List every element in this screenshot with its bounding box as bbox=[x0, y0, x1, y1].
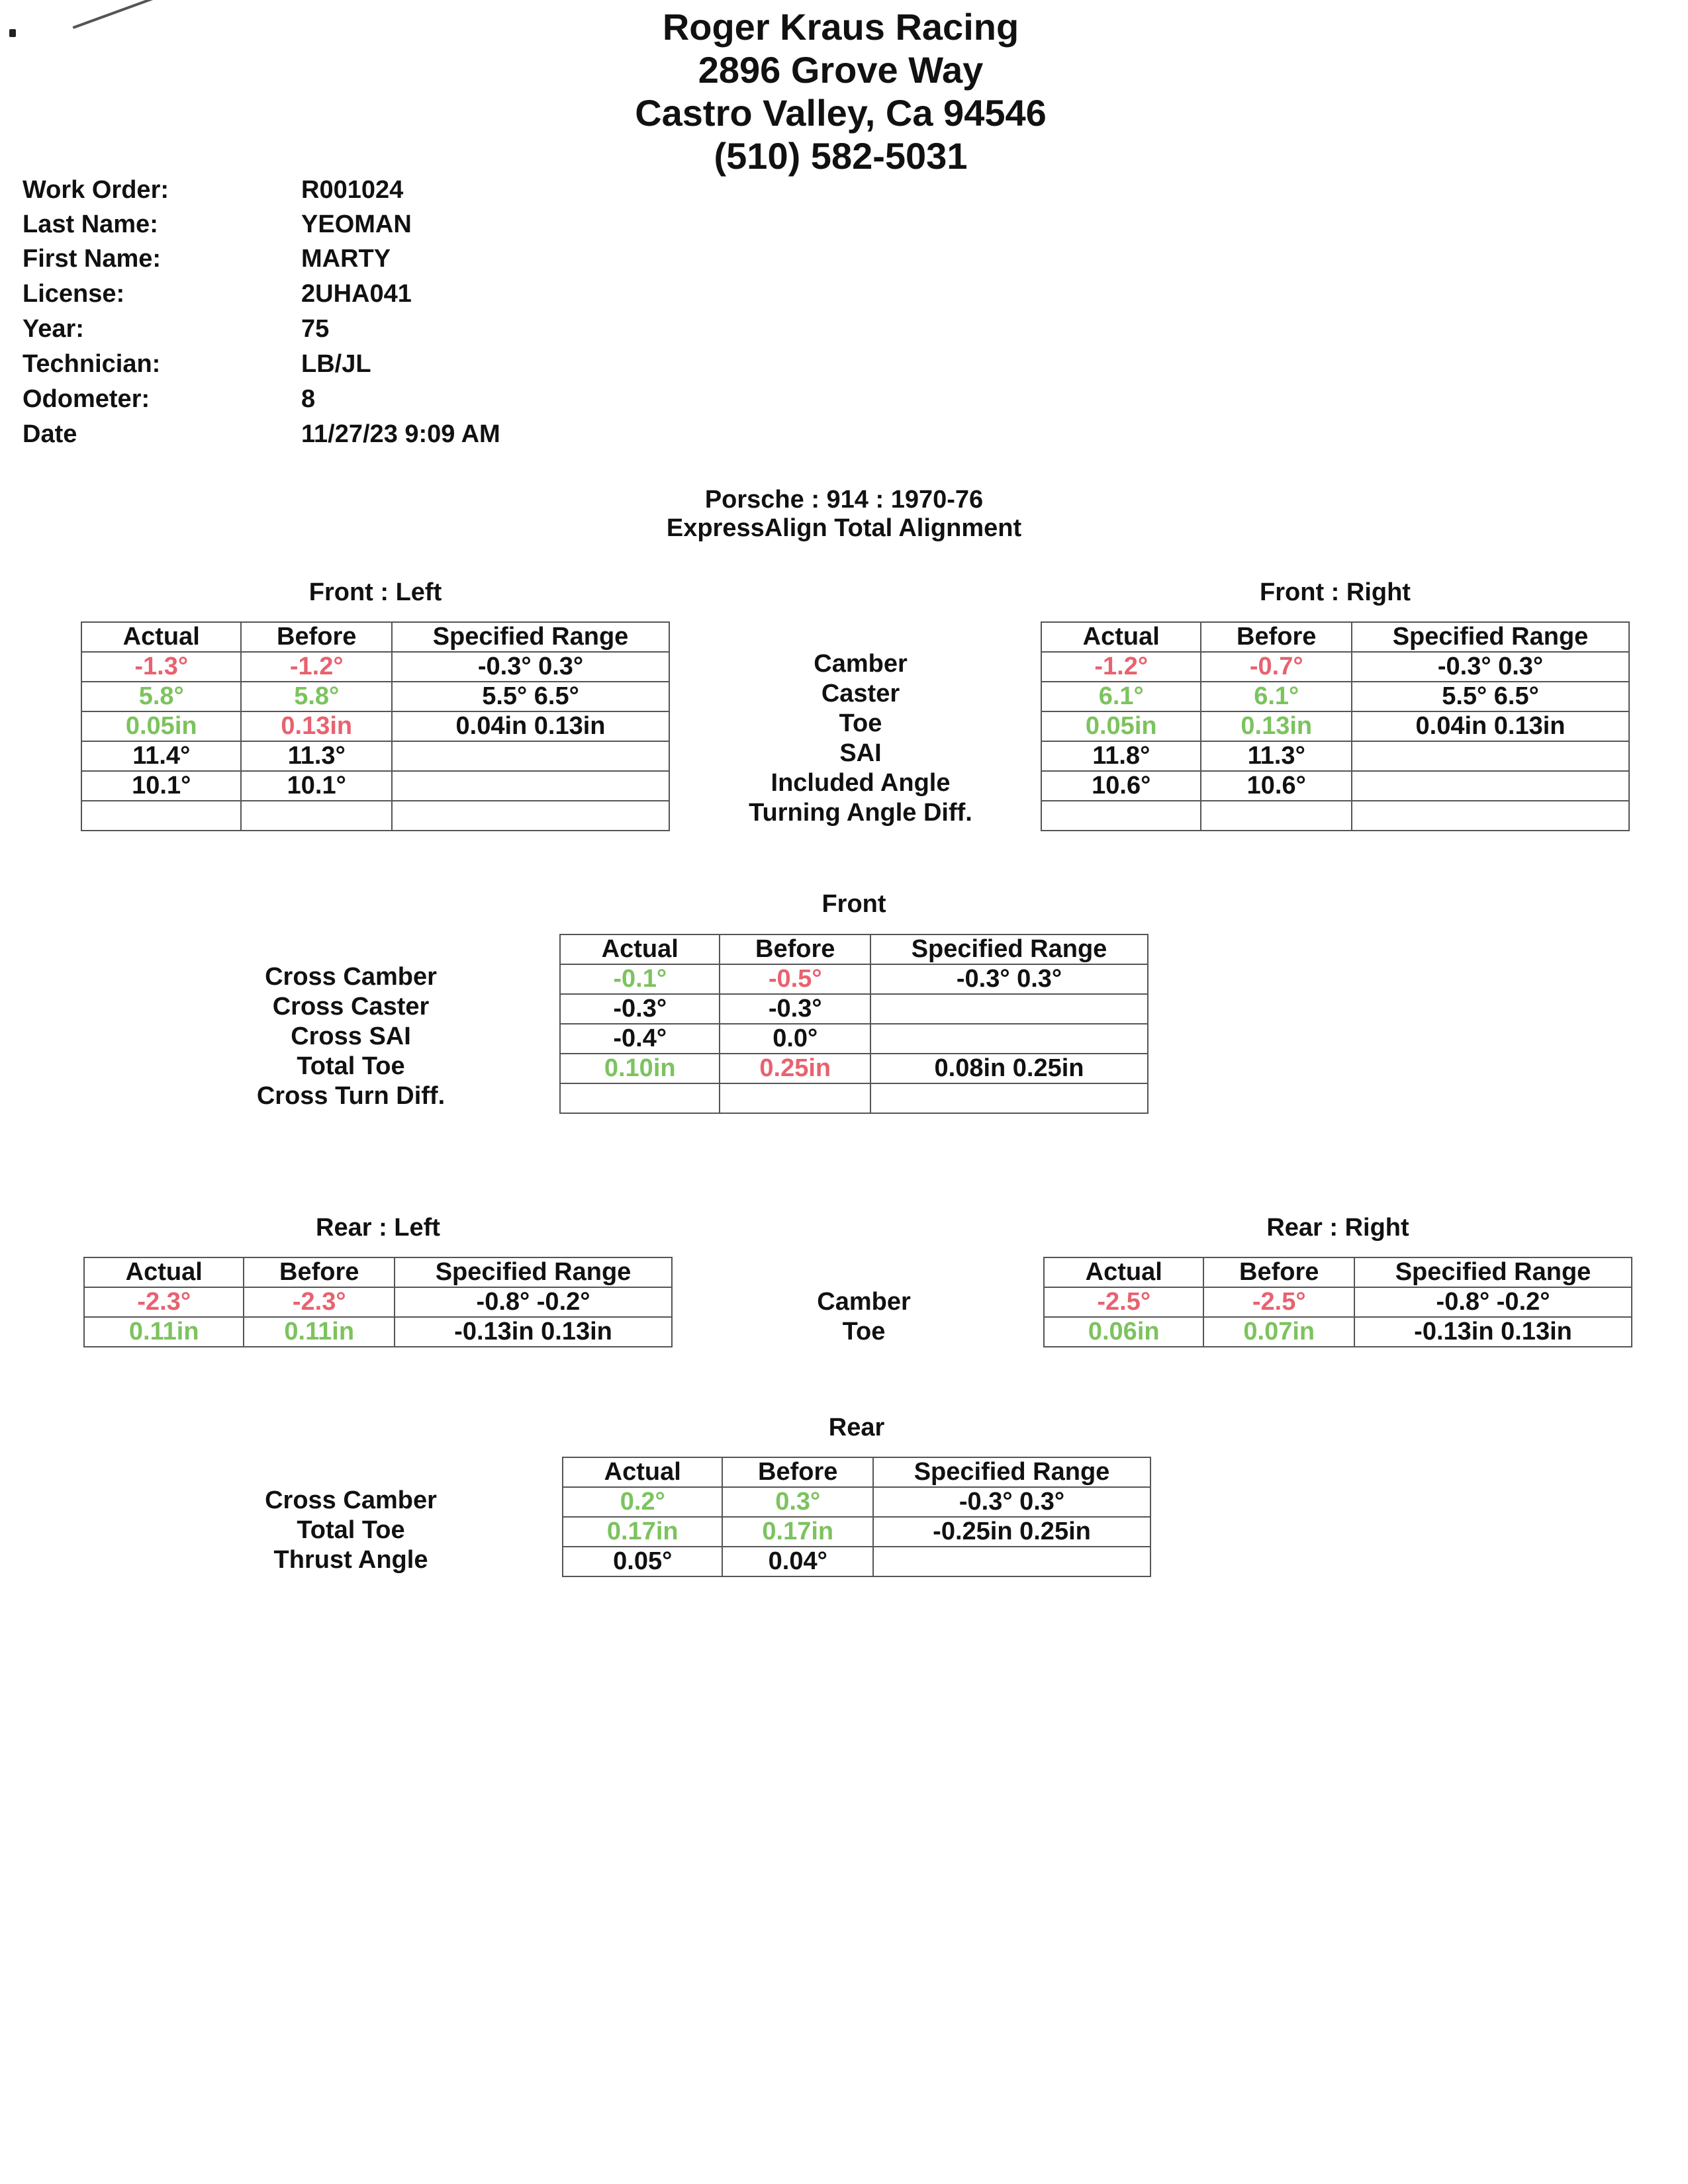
info-value: 2UHA041 bbox=[301, 280, 412, 308]
info-value: 75 bbox=[301, 315, 330, 343]
spec-cell bbox=[870, 1083, 1148, 1113]
front-left-table bbox=[81, 621, 670, 831]
spec-cell: -0.3° 0.3° bbox=[873, 1487, 1150, 1517]
table-row bbox=[81, 682, 669, 711]
vehicle-model: Porsche : 914 : 1970-76 bbox=[704, 486, 984, 514]
table-row bbox=[563, 1517, 1150, 1547]
shop-street: 2896 Grove Way bbox=[698, 49, 984, 91]
rear-wheel-labels bbox=[695, 1287, 1033, 1347]
before-cell: -0.5° bbox=[720, 964, 870, 994]
info-row-date bbox=[23, 420, 618, 455]
actual-cell: -0.4° bbox=[560, 1024, 720, 1054]
info-row-first-name bbox=[23, 245, 618, 279]
rear-right-table bbox=[1043, 1257, 1632, 1347]
actual-cell: 0.05° bbox=[563, 1547, 722, 1576]
spec-cell bbox=[392, 771, 669, 801]
before-cell: 0.25in bbox=[720, 1054, 870, 1083]
row-label-cross-camber: Cross Camber bbox=[265, 1486, 437, 1514]
actual-cell: -0.3° bbox=[560, 994, 720, 1024]
rear-left-title: Rear : Left bbox=[316, 1214, 440, 1242]
info-row-odometer bbox=[23, 385, 618, 420]
row-label-total-toe: Total Toe bbox=[297, 1052, 405, 1080]
front-axle-table bbox=[559, 934, 1149, 1114]
column-header-before: Before bbox=[244, 1257, 395, 1287]
before-cell: 6.1° bbox=[1201, 682, 1352, 711]
actual-cell: 10.1° bbox=[81, 771, 241, 801]
info-row-technician bbox=[23, 350, 618, 385]
spec-cell: -0.13in 0.13in bbox=[1354, 1317, 1632, 1347]
row-label-sai: SAI bbox=[839, 739, 882, 767]
info-value: 11/27/23 9:09 AM bbox=[301, 420, 500, 448]
info-row-license bbox=[23, 280, 618, 314]
rear-left-table bbox=[83, 1257, 673, 1347]
table-header-row bbox=[81, 622, 669, 652]
actual-cell: -2.3° bbox=[84, 1287, 244, 1317]
spec-cell bbox=[1352, 771, 1629, 801]
info-row-last-name bbox=[23, 210, 618, 245]
info-value: 8 bbox=[301, 385, 316, 413]
table-row bbox=[81, 711, 669, 741]
column-header-spec: Specified Range bbox=[870, 934, 1148, 964]
before-cell bbox=[720, 1083, 870, 1113]
column-header-actual: Actual bbox=[84, 1257, 244, 1287]
spec-cell bbox=[1352, 741, 1629, 771]
spec-cell: -0.3° 0.3° bbox=[870, 964, 1148, 994]
before-cell: 0.17in bbox=[722, 1517, 873, 1547]
row-label-cross-camber: Cross Camber bbox=[265, 963, 437, 991]
before-cell: -0.7° bbox=[1201, 652, 1352, 682]
column-header-spec: Specified Range bbox=[1352, 622, 1629, 652]
spec-cell: -0.25in 0.25in bbox=[873, 1517, 1150, 1547]
front-left-title: Front : Left bbox=[308, 578, 442, 606]
row-label-toe: Toe bbox=[839, 709, 882, 737]
actual-cell: 0.06in bbox=[1044, 1317, 1203, 1347]
rear-axle-table bbox=[562, 1457, 1151, 1577]
before-cell: -2.5° bbox=[1203, 1287, 1354, 1317]
row-label-camber: Camber bbox=[817, 1288, 911, 1316]
procedure-name: ExpressAlign Total Alignment bbox=[666, 514, 1022, 542]
actual-cell: -2.5° bbox=[1044, 1287, 1203, 1317]
spec-cell: 5.5° 6.5° bbox=[1352, 682, 1629, 711]
table-row bbox=[1041, 771, 1629, 801]
front-axle-labels bbox=[212, 962, 490, 1111]
info-value: LB/JL bbox=[301, 350, 371, 378]
spec-cell bbox=[392, 741, 669, 771]
row-label-included-angle: Included Angle bbox=[771, 769, 951, 797]
front-right-table bbox=[1041, 621, 1630, 831]
shop-header bbox=[0, 5, 1688, 177]
before-cell: 10.1° bbox=[241, 771, 392, 801]
before-cell bbox=[1201, 801, 1352, 831]
shop-phone: (510) 582-5031 bbox=[714, 135, 968, 177]
shop-name: Roger Kraus Racing bbox=[662, 6, 1019, 48]
spec-cell: -0.13in 0.13in bbox=[395, 1317, 672, 1347]
row-label-toe: Toe bbox=[842, 1318, 886, 1345]
info-label: License: bbox=[23, 280, 125, 308]
actual-cell bbox=[81, 801, 241, 831]
actual-cell: 6.1° bbox=[1041, 682, 1201, 711]
column-header-spec: Specified Range bbox=[395, 1257, 672, 1287]
column-header-before: Before bbox=[241, 622, 392, 652]
spec-cell: 5.5° 6.5° bbox=[392, 682, 669, 711]
table-row bbox=[560, 994, 1148, 1024]
spec-cell: -0.3° 0.3° bbox=[1352, 652, 1629, 682]
actual-cell: 10.6° bbox=[1041, 771, 1201, 801]
info-value: R001024 bbox=[301, 176, 404, 204]
actual-cell: 5.8° bbox=[81, 682, 241, 711]
table-row bbox=[1044, 1287, 1632, 1317]
actual-cell: -1.2° bbox=[1041, 652, 1201, 682]
rear-right-title: Rear : Right bbox=[1266, 1214, 1409, 1242]
table-row bbox=[560, 1054, 1148, 1083]
info-value: MARTY bbox=[301, 245, 391, 273]
table-row bbox=[563, 1487, 1150, 1517]
actual-cell: 11.4° bbox=[81, 741, 241, 771]
info-value: YEOMAN bbox=[301, 210, 412, 238]
table-row bbox=[560, 1024, 1148, 1054]
actual-cell: 0.17in bbox=[563, 1517, 722, 1547]
row-label-thrust-angle: Thrust Angle bbox=[273, 1546, 428, 1574]
info-label: Year: bbox=[23, 315, 84, 343]
before-cell: 10.6° bbox=[1201, 771, 1352, 801]
spec-cell bbox=[870, 1024, 1148, 1054]
before-cell: 5.8° bbox=[241, 682, 392, 711]
column-header-before: Before bbox=[1203, 1257, 1354, 1287]
info-label: Odometer: bbox=[23, 385, 150, 413]
front-right-title: Front : Right bbox=[1260, 578, 1411, 606]
column-header-spec: Specified Range bbox=[1354, 1257, 1632, 1287]
row-label-cross-turn-diff: Cross Turn Diff. bbox=[256, 1082, 445, 1110]
before-cell: 11.3° bbox=[1201, 741, 1352, 771]
actual-cell bbox=[560, 1083, 720, 1113]
info-row-year bbox=[23, 315, 618, 349]
spec-cell bbox=[392, 801, 669, 831]
row-label-cross-caster: Cross Caster bbox=[272, 993, 430, 1021]
table-row bbox=[1041, 652, 1629, 682]
before-cell: 11.3° bbox=[241, 741, 392, 771]
info-label: First Name: bbox=[23, 245, 162, 273]
table-header-row bbox=[560, 934, 1148, 964]
before-cell: -1.2° bbox=[241, 652, 392, 682]
table-row bbox=[84, 1287, 672, 1317]
table-row bbox=[81, 652, 669, 682]
row-label-camber: Camber bbox=[814, 650, 908, 678]
column-header-actual: Actual bbox=[560, 934, 720, 964]
front-wheel-labels bbox=[688, 649, 1033, 828]
before-cell: 0.11in bbox=[244, 1317, 395, 1347]
before-cell: -2.3° bbox=[244, 1287, 395, 1317]
table-row bbox=[563, 1547, 1150, 1576]
column-header-actual: Actual bbox=[1044, 1257, 1203, 1287]
actual-cell: 0.05in bbox=[81, 711, 241, 741]
before-cell: 0.3° bbox=[722, 1487, 873, 1517]
actual-cell: -0.1° bbox=[560, 964, 720, 994]
table-row bbox=[560, 1083, 1148, 1113]
actual-cell: 0.10in bbox=[560, 1054, 720, 1083]
column-header-before: Before bbox=[722, 1457, 873, 1487]
before-cell: 0.07in bbox=[1203, 1317, 1354, 1347]
rear-axle-title: Rear bbox=[828, 1414, 885, 1441]
table-header-row bbox=[563, 1457, 1150, 1487]
actual-cell bbox=[1041, 801, 1201, 831]
row-label-turning-angle-diff: Turning Angle Diff. bbox=[749, 799, 972, 827]
before-cell: 0.0° bbox=[720, 1024, 870, 1054]
spec-cell: 0.08in 0.25in bbox=[870, 1054, 1148, 1083]
actual-cell: 0.05in bbox=[1041, 711, 1201, 741]
spec-cell: -0.8° -0.2° bbox=[395, 1287, 672, 1317]
info-label: Work Order: bbox=[23, 176, 169, 204]
before-cell: -0.3° bbox=[720, 994, 870, 1024]
actual-cell: -1.3° bbox=[81, 652, 241, 682]
spec-cell bbox=[873, 1547, 1150, 1576]
table-header-row bbox=[1044, 1257, 1632, 1287]
before-cell: 0.04° bbox=[722, 1547, 873, 1576]
row-label-cross-sai: Cross SAI bbox=[291, 1023, 411, 1050]
spec-cell bbox=[870, 994, 1148, 1024]
table-row bbox=[1041, 741, 1629, 771]
rear-axle-labels bbox=[212, 1486, 490, 1575]
before-cell: 0.13in bbox=[241, 711, 392, 741]
info-row-work-order bbox=[23, 176, 618, 210]
info-label: Technician: bbox=[23, 350, 161, 378]
table-row bbox=[81, 801, 669, 831]
column-header-actual: Actual bbox=[563, 1457, 722, 1487]
table-row bbox=[1041, 682, 1629, 711]
table-row bbox=[1041, 711, 1629, 741]
column-header-before: Before bbox=[720, 934, 870, 964]
column-header-spec: Specified Range bbox=[873, 1457, 1150, 1487]
spec-cell: -0.8° -0.2° bbox=[1354, 1287, 1632, 1317]
table-row bbox=[81, 741, 669, 771]
before-cell bbox=[241, 801, 392, 831]
table-header-row bbox=[84, 1257, 672, 1287]
column-header-actual: Actual bbox=[1041, 622, 1201, 652]
row-label-caster: Caster bbox=[821, 680, 900, 707]
table-row bbox=[1044, 1317, 1632, 1347]
table-row bbox=[84, 1317, 672, 1347]
spec-cell: -0.3° 0.3° bbox=[392, 652, 669, 682]
spec-cell: 0.04in 0.13in bbox=[392, 711, 669, 741]
info-label: Last Name: bbox=[23, 210, 158, 238]
actual-cell: 11.8° bbox=[1041, 741, 1201, 771]
front-axle-title: Front bbox=[821, 890, 886, 918]
column-header-before: Before bbox=[1201, 622, 1352, 652]
column-header-spec: Specified Range bbox=[392, 622, 669, 652]
shop-city: Castro Valley, Ca 94546 bbox=[635, 92, 1047, 134]
actual-cell: 0.11in bbox=[84, 1317, 244, 1347]
table-row bbox=[560, 964, 1148, 994]
table-row bbox=[1041, 801, 1629, 831]
spec-cell: 0.04in 0.13in bbox=[1352, 711, 1629, 741]
info-label: Date bbox=[23, 420, 77, 448]
table-header-row bbox=[1041, 622, 1629, 652]
row-label-total-toe: Total Toe bbox=[297, 1516, 405, 1544]
table-row bbox=[81, 771, 669, 801]
actual-cell: 0.2° bbox=[563, 1487, 722, 1517]
spec-cell bbox=[1352, 801, 1629, 831]
before-cell: 0.13in bbox=[1201, 711, 1352, 741]
column-header-actual: Actual bbox=[81, 622, 241, 652]
